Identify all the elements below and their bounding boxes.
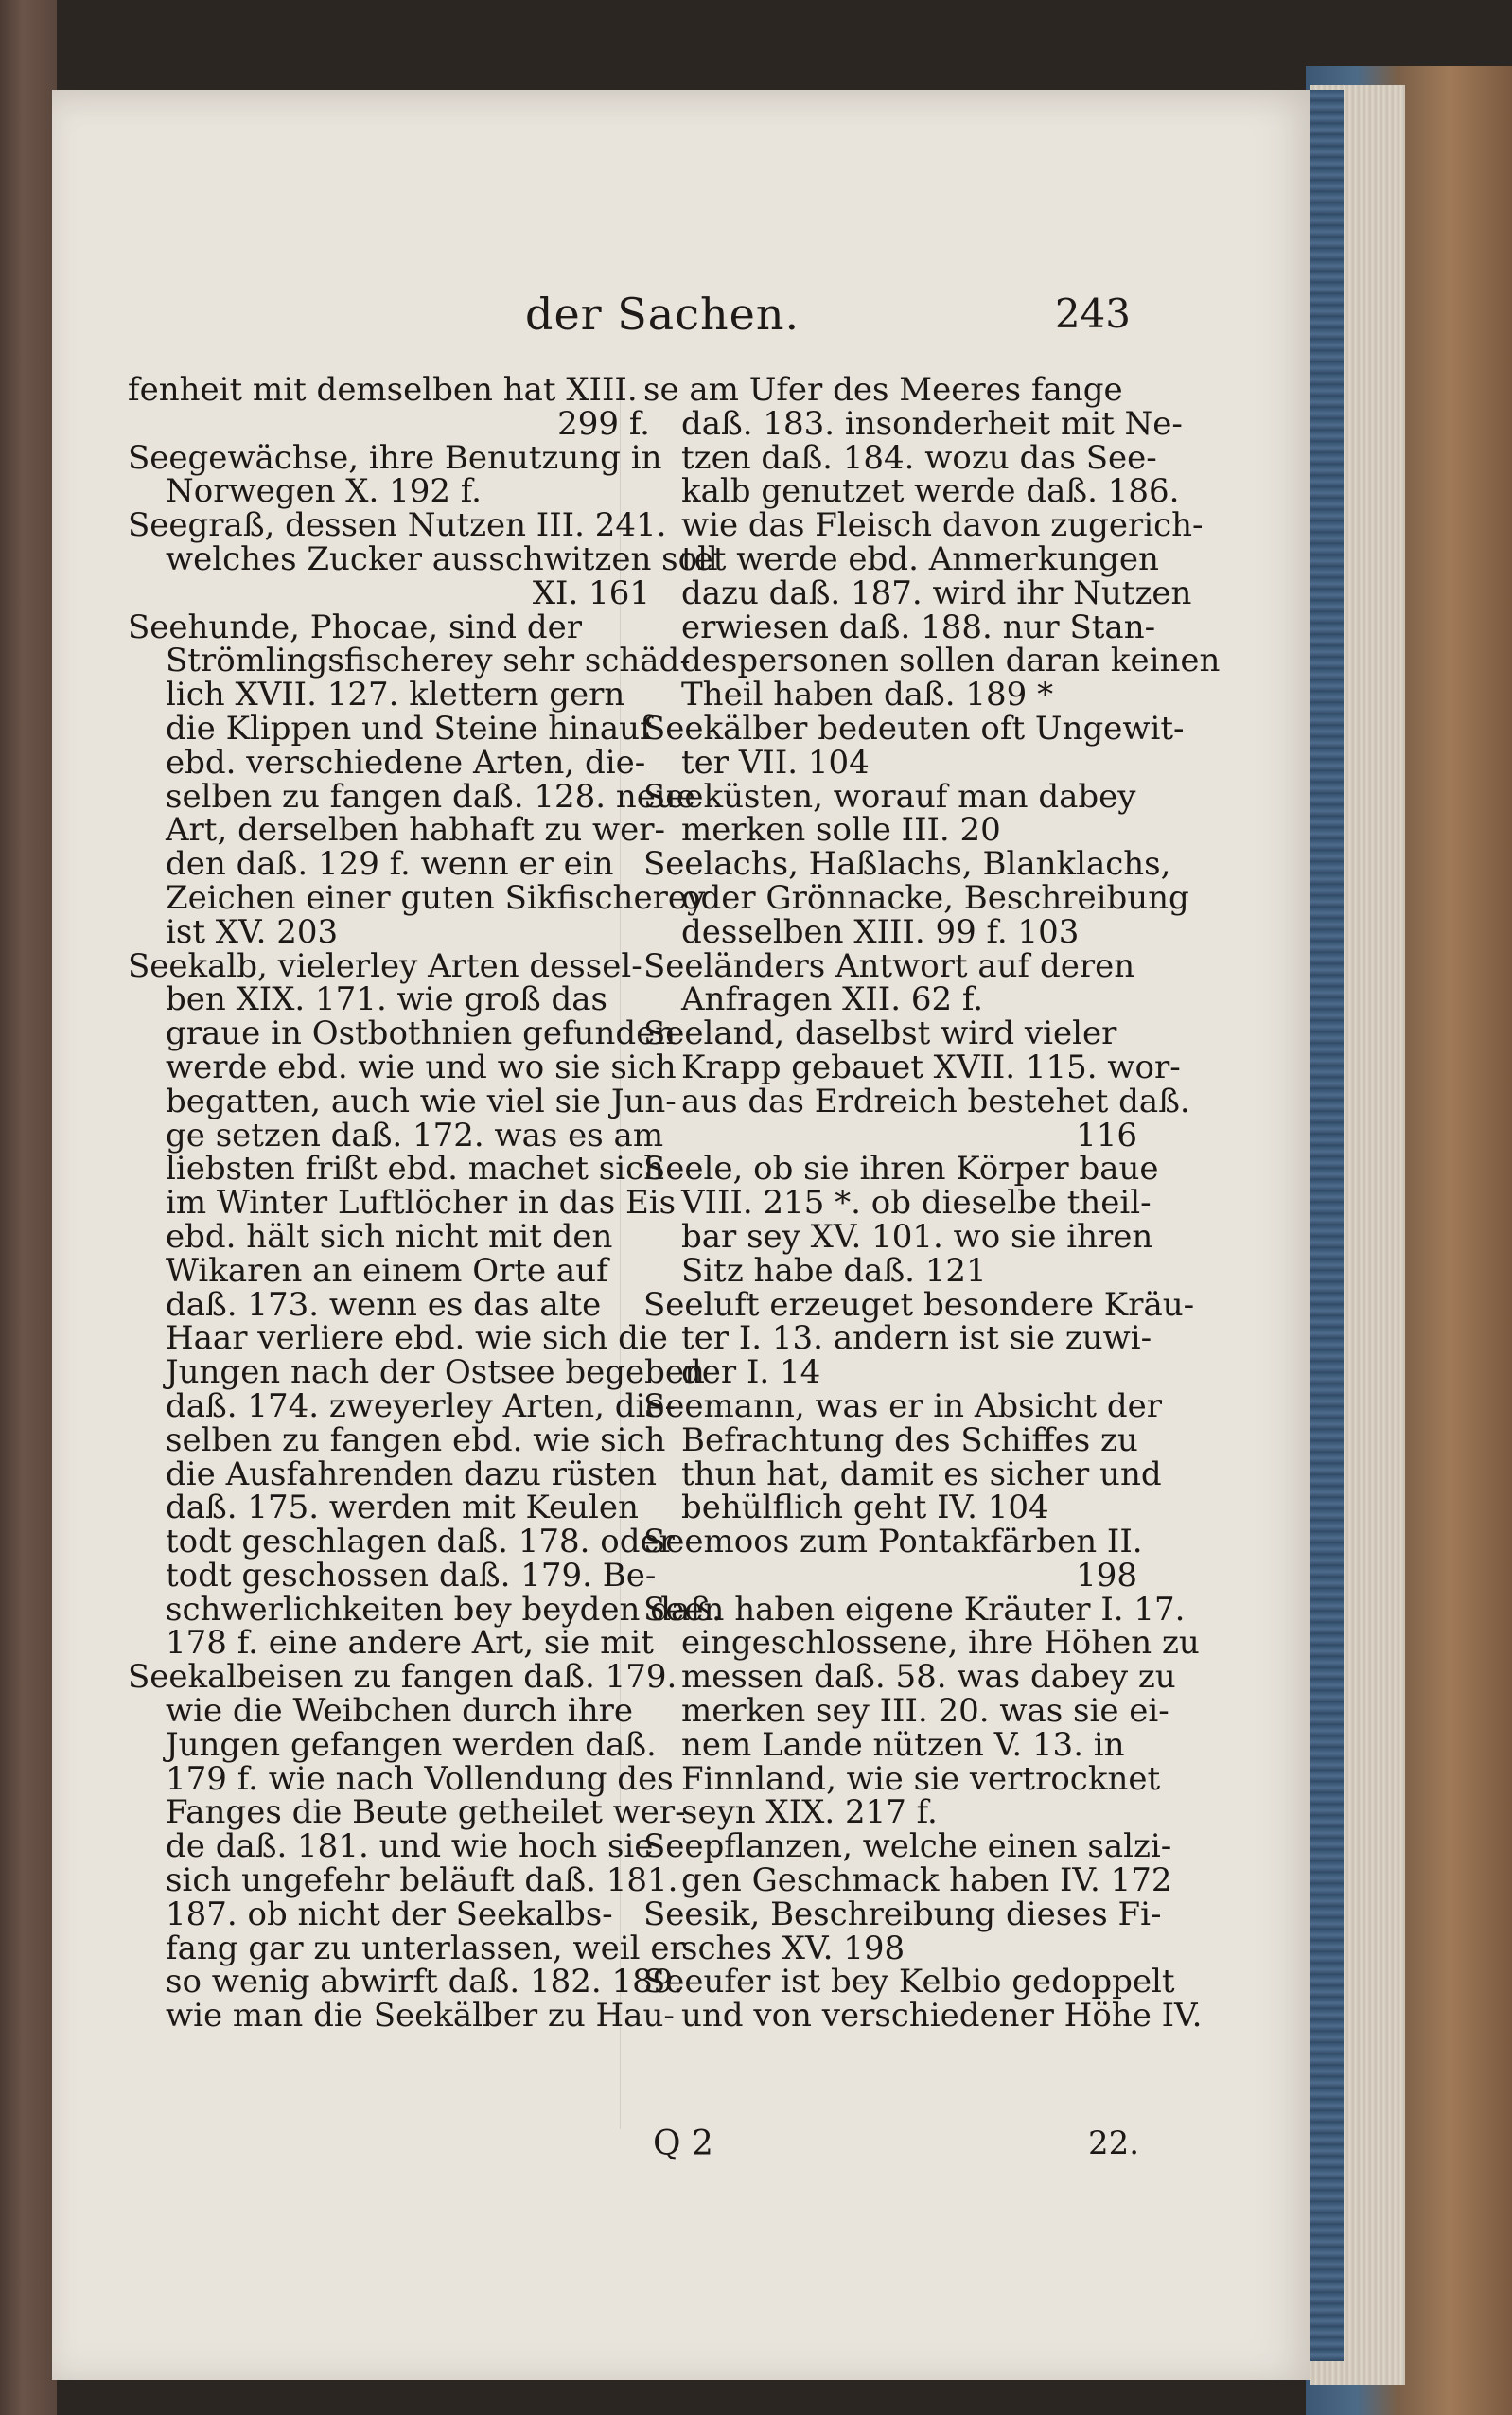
index-line: nem Lande nützen V. 13. in — [681, 1725, 1125, 1764]
index-line: ter I. 13. andern ist sie zuwi- — [681, 1319, 1152, 1358]
index-line: ge setzen daß. 172. was es am — [166, 1116, 664, 1155]
index-line: Seegraß, dessen Nutzen III. 241. — [128, 506, 667, 545]
index-line: dazu daß. 187. wird ihr Nutzen — [681, 573, 1192, 612]
index-line: Wikaren an einem Orte auf — [166, 1251, 608, 1290]
index-line: todt geschossen daß. 179. Be- — [166, 1556, 657, 1595]
index-line: Seeufer ist bey Kelbio gedoppelt — [643, 1963, 1175, 2001]
index-line: Krapp gebauet XVII. 115. wor- — [681, 1048, 1181, 1086]
index-line: und von verschiedener Höhe IV. — [681, 1997, 1203, 2036]
index-line: Jungen nach der Ostsee begeben — [166, 1353, 705, 1392]
index-line: 178 f. eine andere Art, sie mit — [166, 1624, 654, 1663]
index-line: kalb genutzet werde daß. 186. — [681, 472, 1180, 511]
index-line: selben zu fangen ebd. wie sich — [166, 1420, 666, 1459]
index-line: Sitz habe daß. 121 — [681, 1251, 987, 1290]
index-line: werde ebd. wie und wo sie sich — [166, 1048, 677, 1086]
index-line: Seen haben eigene Kräuter I. 17. — [643, 1590, 1186, 1629]
index-line: Seele, ob sie ihren Körper baue — [643, 1150, 1159, 1189]
index-line: ter VII. 104 — [681, 743, 870, 782]
running-head — [525, 289, 1140, 355]
index-line: Strömlingsfischerey sehr schäd- — [166, 642, 691, 680]
index-line: fang gar zu unterlassen, weil er — [166, 1929, 685, 1967]
signature-mark: Q 2 — [653, 2124, 713, 2163]
index-line: Seeluft erzeuget besondere Kräu- — [643, 1285, 1195, 1324]
index-line: fenheit mit demselben hat XIII. — [128, 371, 638, 409]
index-line: Anfragen XII. 62 f. — [681, 980, 984, 1019]
running-title: der Sachen. — [525, 289, 800, 340]
index-line: sches XV. 198 — [681, 1929, 905, 1967]
index-line: erwiesen daß. 188. nur Stan- — [681, 608, 1156, 646]
index-line: gen Geschmack haben IV. 172 — [681, 1861, 1172, 1900]
index-line: Zeichen einer guten Sikfischerey — [166, 878, 706, 917]
index-line: bar sey XV. 101. wo sie ihren — [681, 1217, 1153, 1256]
index-line: Seekalb, vielerley Arten dessel- — [128, 946, 642, 985]
index-line: wie die Weibchen durch ihre — [166, 1692, 633, 1731]
index-line: de daß. 181. und wie hoch sie — [166, 1827, 654, 1866]
index-line: aus das Erdreich bestehet daß. — [681, 1082, 1190, 1120]
index-line: sich ungefehr beläuft daß. 181. — [166, 1861, 678, 1900]
index-line: Seesik, Beschreibung dieses Fi- — [643, 1895, 1162, 1933]
index-line: so wenig abwirft daß. 182. 189. — [166, 1963, 684, 2001]
index-line: desselben XIII. 99 f. 103 — [681, 912, 1080, 951]
index-line: VIII. 215 *. ob dieselbe theil- — [681, 1184, 1152, 1223]
index-line: Seegewächse, ihre Benutzung in — [128, 438, 662, 477]
index-line: Haar verliere ebd. wie sich die — [166, 1319, 668, 1358]
index-line: Theil haben daß. 189 * — [681, 676, 1054, 714]
index-line: 198 — [1076, 1556, 1137, 1595]
index-line: ebd. hält sich nicht mit den — [166, 1217, 613, 1256]
index-line: die Klippen und Steine hinauf — [166, 709, 652, 748]
index-line: behülflich geht IV. 104 — [681, 1489, 1049, 1527]
index-line: liebsten frißt ebd. machet sich — [166, 1150, 665, 1189]
index-line: wie das Fleisch davon zugerich- — [681, 506, 1204, 545]
index-line: ebd. verschiedene Arten, die- — [166, 743, 646, 782]
index-line: Seelachs, Haßlachs, Blanklachs, — [643, 845, 1171, 884]
index-line: Jungen gefangen werden daß. — [166, 1725, 657, 1764]
index-line: seyn XIX. 217 f. — [681, 1793, 938, 1832]
index-line: 116 — [1076, 1116, 1137, 1155]
index-line: messen daß. 58. was dabey zu — [681, 1658, 1176, 1697]
index-line: Seeküsten, worauf man dabey — [643, 777, 1136, 816]
index-line: welches Zucker ausschwitzen soll — [166, 539, 718, 578]
index-line: daß. 174. zweyerley Arten, die- — [166, 1386, 676, 1425]
cover-edge — [1310, 90, 1344, 2361]
index-line: selben zu fangen daß. 128. neue — [166, 777, 695, 816]
index-line: Seeländers Antwort auf deren — [643, 946, 1135, 985]
index-line: se am Ufer des Meeres fange — [643, 371, 1123, 409]
index-line: Norwegen X. 192 f. — [166, 472, 482, 511]
left-column — [128, 371, 722, 2036]
index-line: begatten, auch wie viel sie Jun- — [166, 1082, 677, 1120]
index-line: schwerlichkeiten bey beyden daß. — [166, 1590, 722, 1629]
index-line: Seepflanzen, welche einen salzi- — [643, 1827, 1172, 1866]
background-left — [0, 0, 57, 2415]
index-line: eingeschlossene, ihre Höhen zu — [681, 1624, 1200, 1663]
index-line: die Ausfahrenden dazu rüsten — [166, 1454, 658, 1493]
catchword: 22. — [1088, 2124, 1140, 2162]
index-line: 179 f. wie nach Vollendung des — [166, 1759, 674, 1798]
index-line: 187. ob nicht der Seekalbs- — [166, 1895, 613, 1933]
index-line: ist XV. 203 — [166, 912, 339, 951]
index-line: daß. 173. wenn es das alte — [166, 1285, 602, 1324]
index-line: 299 f. — [557, 404, 650, 443]
index-line: Seekälber bedeuten oft Ungewit- — [643, 709, 1185, 748]
index-line: der I. 14 — [681, 1353, 821, 1392]
index-line: Befrachtung des Schiffes zu — [681, 1420, 1138, 1459]
index-line: lich XVII. 127. klettern gern — [166, 676, 625, 714]
index-line: Seemann, was er in Absicht der — [643, 1386, 1163, 1425]
right-column — [643, 371, 1221, 2036]
index-line: Seeland, daselbst wird vieler — [643, 1014, 1117, 1053]
index-line: oder Grönnacke, Beschreibung — [681, 878, 1189, 917]
index-line: merken solle III. 20 — [681, 811, 1001, 850]
index-line: den daß. 129 f. wenn er ein — [166, 845, 614, 884]
index-line: despersonen sollen daran keinen — [681, 642, 1221, 680]
index-line: Art, derselben habhaft zu wer- — [166, 811, 665, 850]
index-line: im Winter Luftlöcher in das Eis — [166, 1184, 677, 1223]
index-line: wie man die Seekälber zu Hau- — [166, 1997, 675, 2036]
index-line: merken sey III. 20. was sie ei- — [681, 1692, 1169, 1731]
index-line: todt geschlagen daß. 178. oder — [166, 1523, 675, 1561]
page-number: 243 — [1054, 291, 1131, 337]
index-line: Finnland, wie sie vertrocknet — [681, 1759, 1161, 1798]
index-line: XI. 161 — [532, 573, 650, 612]
index-line: Seehunde, Phocae, sind der — [128, 608, 582, 646]
index-line: ben XIX. 171. wie groß das — [166, 980, 607, 1019]
index-line: Seemoos zum Pontakfärben II. — [643, 1523, 1143, 1561]
index-line: daß. 175. werden mit Keulen — [166, 1489, 639, 1527]
index-line: graue in Ostbothnien gefunden — [166, 1014, 677, 1053]
index-line: thun hat, damit es sicher und — [681, 1454, 1162, 1493]
index-line: daß. 183. insonderheit mit Ne- — [681, 404, 1183, 443]
index-line: tzen daß. 184. wozu das See- — [681, 438, 1157, 477]
index-line: Seekalbeisen zu fangen daß. 179. — [128, 1658, 677, 1697]
index-line: tet werde ebd. Anmerkungen — [681, 539, 1159, 578]
index-line: Fanges die Beute getheilet wer- — [166, 1793, 686, 1832]
